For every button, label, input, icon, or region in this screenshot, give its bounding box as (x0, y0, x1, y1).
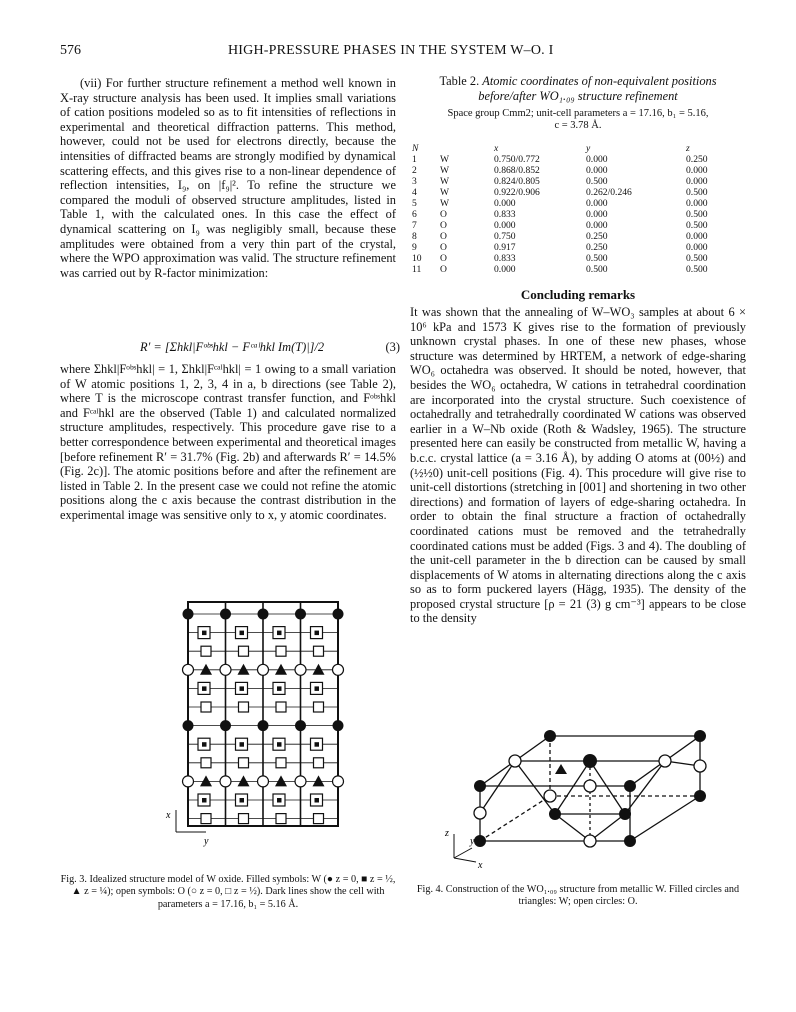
table-cell: 4 (412, 187, 417, 198)
table-cell: W (440, 198, 450, 209)
table-cell: 2 (412, 165, 417, 176)
table-cell: 0.500 (686, 209, 708, 220)
table-cell: O (440, 209, 447, 220)
fig4-caption: Fig. 4. Construction of the WO₁.₀₉ structure from metallic W. Filled circles and triangles: W; open circles: O. (416, 884, 740, 908)
table-row (412, 242, 726, 253)
fig3-atom-o (276, 646, 286, 656)
table-cell: 1 (412, 154, 417, 165)
fig3-atom-w (333, 609, 344, 620)
table2-caption (410, 74, 746, 103)
table-cell: 3 (412, 176, 417, 187)
table-row (412, 209, 726, 220)
fig3-atom-o (333, 776, 344, 787)
table-cell: 0.000 (586, 154, 608, 165)
table-cell: 0.000 (686, 231, 708, 242)
table-cell: 0.500 (686, 187, 708, 198)
table-cell: W (440, 165, 450, 176)
fig3-atom-w (220, 720, 231, 731)
table-row (412, 231, 726, 242)
fig4-axis-z: z (445, 828, 449, 839)
table-cell: 0.500 (586, 253, 608, 264)
table-row (412, 187, 726, 198)
fig3-atom-w (200, 775, 212, 786)
fig4-construction-diagram (440, 716, 730, 871)
fig3-atom-o (201, 702, 211, 712)
table-cell: 0.833 (494, 253, 516, 264)
fig3-atom-o (314, 646, 324, 656)
table-cell: O (440, 264, 447, 275)
fig3-atom-o (239, 702, 249, 712)
table-cell: 0.000 (586, 198, 608, 209)
table-cell: 9 (412, 242, 417, 253)
fig4-axis-x: x (478, 860, 483, 871)
table-cell: 0.868/0.852 (494, 165, 540, 176)
fig3-atom-o (201, 758, 211, 768)
fig3-atom-w (275, 664, 287, 675)
fig3-atom-w (202, 686, 207, 691)
fig4-axis-y: y (470, 836, 475, 847)
table-cell: 8 (412, 231, 417, 242)
col-header-z: z (686, 142, 690, 154)
table-cell: 5 (412, 198, 417, 209)
fig3-atom-o (333, 664, 344, 675)
fig3-atom-o (239, 758, 249, 768)
fig3-atom-o (183, 776, 194, 787)
fig3-atom-w (220, 609, 231, 620)
fig3-atom-o (258, 664, 269, 675)
fig3-atom-w (315, 798, 320, 803)
fig3-atom-o (295, 776, 306, 787)
fig3-atom-o (220, 776, 231, 787)
fig3-atom-w (238, 664, 250, 675)
fig3-atom-o (314, 702, 324, 712)
table-cell: W (440, 187, 450, 198)
fig3-atom-w (240, 798, 245, 803)
table-cell: 0.500 (586, 176, 608, 187)
table-row (412, 264, 726, 275)
table-cell: O (440, 231, 447, 242)
fig3-atom-o (201, 814, 211, 824)
fig3-atom-w (200, 664, 212, 675)
table-cell: 0.000 (494, 198, 516, 209)
paragraph-where: where Σhkl|Fᵒᵇˢhkl| = 1, Σhkl|Fᶜᵃˡhkl| = 1 owing to a small variation of W atomic positions 1, 2, 3, 4 in a, b directions (see Table 2), where T is the microscope contrast transfer function, and Fᵒᵇˢhkl and Fᶜᵃˡhkl are the observed (Table 1) and calculated normalized structure amplitudes, respectively. This procedure gave rise to a better correspondence between experimental and theoretical images [before refinement R′ = 31.7% (Fig. 2b) and afterwards R′ = 14.5% (Fig. 2c)]. The atomic positions before and after the refinement are listed in Table 2. In the present case we could not refine the atomic positions along the c axis because the contrast distribution in the experimental image was sensitive only to x, y atomic coordinates. (60, 362, 396, 522)
fig3-axis-y-label: y (204, 836, 209, 847)
table-cell: 0.000 (494, 264, 516, 275)
fig3-atom-w (333, 720, 344, 731)
fig3-atom-o (314, 758, 324, 768)
left-column (60, 76, 396, 280)
table-row (412, 154, 726, 165)
table-cell: 0.250 (586, 231, 608, 242)
table2-coordinates (412, 142, 726, 275)
fig3-axis-x-label: x (166, 810, 171, 821)
fig3-atom-w (183, 609, 194, 620)
fig3-atom-w (202, 798, 207, 803)
equation-body: R′ = [Σhkl|Fᵒᵇˢhkl − Fᶜᵃˡhkl Im(T)|]/2 (140, 340, 325, 354)
fig3-caption: Fig. 3. Idealized structure model of W oxide. Filled symbols: W (● z = 0, ■ z = ½, ▲ z = ¼); open symbols: O (○ z = 0, □ z = ½). Dark lines show the cell with parameters a = 17.16, b₁ = 5.16 Å. (60, 874, 396, 910)
table-cell: 0.000 (586, 220, 608, 231)
table-cell: 0.000 (686, 165, 708, 176)
fig3-atom-w (277, 631, 282, 636)
table-cell: 0.500 (686, 264, 708, 275)
fig3-atom-w (258, 720, 269, 731)
fig3-atom-o (239, 814, 249, 824)
table-cell: 0.500 (586, 264, 608, 275)
table-cell: 0.250 (686, 154, 708, 165)
col-header-n: N (412, 142, 419, 154)
section-heading-concluding: Concluding remarks (520, 287, 636, 302)
left-column-continued (60, 362, 396, 523)
fig3-atom-w (295, 720, 306, 731)
table-cell: 0.500 (686, 220, 708, 231)
fig3-atom-w (258, 609, 269, 620)
space-group-line1: Space group Cmm2; unit-cell parameters a = 17.16, b₁ = 5.16, (447, 108, 709, 119)
table-cell: 6 (412, 209, 417, 220)
fig3-atom-w (240, 686, 245, 691)
table-cell: 0.750 (494, 231, 516, 242)
table-row (412, 253, 726, 264)
table-cell: O (440, 253, 447, 264)
running-title: HIGH-PRESSURE PHASES IN THE SYSTEM W–O. I (228, 43, 554, 58)
table-row (412, 176, 726, 187)
table-cell: 0.000 (494, 220, 516, 231)
paragraph-concluding: It was shown that the annealing of W–WO₃ samples at about 6 × 10⁶ kPa and 1573 K gives rise to the formation of previously unknown crystal phases. In one of these new phases, whose structure was determined by HRTEM, a network of edge-sharing WO₆ octahedra was observed. It should be noted, however, that besides the WO₆ octahedra, W cations in tetrahedral coordination are incorporated into the crystal structure. Such coexistence of octahedrally and tetrahedrally coordinated W cations was observed earlier in a W–Nb oxide (Roth & Wadsley, 1965). The structure presented here can easily be constructed from metallic W, having a b.c.c. crystal lattice (a = 3.16 Å), by adding O atoms at (00½) and (½½0) unit-cell positions (Fig. 4). This procedure will give rise to unit-cell distortions (stretching in [001] and shortening in two other directions) and formation of layers of edge-sharing octahedra. In order to obtain the final structure a fraction of octahedrally coordinated cations must be removed and the tetrahedrally coordinated cations must be added (Figs. 3 and 4). The doubling of the unit-cell parameter in the b direction can be caused by small displacements of W atoms in alternating directions along the c axis so as to form puckered layers (Hägg, 1935). The density of the proposed crystal structure [ρ = 21 (3) g cm⁻³] appears to be close to the density (410, 305, 746, 626)
table2-caption-text: Atomic coordinates of non-equivalent positions before/after WO₁.₀₉ structure refinement (478, 74, 717, 103)
table-row (412, 220, 726, 231)
col-header-x: x (494, 142, 499, 154)
table-cell: 10 (412, 253, 422, 264)
fig3-atom-w (183, 720, 194, 731)
fig3-atom-w (313, 664, 325, 675)
table-cell: 11 (412, 264, 422, 275)
fig3-atom-o (239, 646, 249, 656)
table-row (412, 165, 726, 176)
equation-3 (140, 340, 400, 355)
table-cell: W (440, 154, 450, 165)
table2-space-group (410, 108, 746, 132)
col-header-y: y (586, 142, 591, 154)
fig3-atom-o (258, 776, 269, 787)
table-cell: 0.833 (494, 209, 516, 220)
fig3-atom-o (295, 664, 306, 675)
fig3-atom-o (276, 702, 286, 712)
table-cell: 0.500 (686, 253, 708, 264)
fig3-atom-w (295, 609, 306, 620)
fig3-atom-o (276, 758, 286, 768)
table-cell: O (440, 220, 447, 231)
table-row (412, 198, 726, 209)
fig3-atom-w (277, 686, 282, 691)
table2-header-row (412, 142, 726, 154)
table-cell: O (440, 242, 447, 253)
table-cell: 0.000 (686, 242, 708, 253)
table-cell: 7 (412, 220, 417, 231)
fig3-atom-o (220, 664, 231, 675)
table-cell: 0.917 (494, 242, 516, 253)
fig3-atom-w (315, 686, 320, 691)
paragraph-vii: (vii) For further structure refinement a method well known in X-ray structure analysis has been used. It implies small variations of cation positions modeled so as to fit intensities of reflections in experimental and theoretical diffraction patterns. This method, however, could not be used for electrons directly, because the intensities of diffracted beams are strongly modified by dynamical scattering effects, and this gives rise to a non-linear dependence of reflection intensities, I₉, on |f₉|². To refine the structure we compared the moduli of observed structure amplitudes, listed in Table 1, with the calculated ones. In this case the effect of dynamical scattering on I₉ was negligibly small, because these amplitudes were obtained from a very thin part of the crystal, where the WPO approximation was valid. The structure refinement was carried out by R-factor minimization: (60, 76, 396, 280)
table-cell: 0.000 (586, 165, 608, 176)
fig3-atom-w (277, 798, 282, 803)
fig3-atom-o (276, 814, 286, 824)
fig3-atom-w (238, 775, 250, 786)
fig3-atom-w (275, 775, 287, 786)
table-cell: 0.262/0.246 (586, 187, 632, 198)
fig3-atom-w (277, 742, 282, 747)
fig3-atom-o (201, 646, 211, 656)
table-cell: 0.000 (586, 209, 608, 220)
fig3-atom-w (313, 775, 325, 786)
right-column (410, 305, 746, 626)
fig3-atom-w (315, 631, 320, 636)
table-cell: 0.000 (686, 198, 708, 209)
fig3-atom-w (240, 742, 245, 747)
fig3-atom-w (202, 631, 207, 636)
table-cell: 0.000 (686, 176, 708, 187)
table-cell: 0.750/0.772 (494, 154, 540, 165)
equation-number: (3) (385, 340, 400, 354)
fig3-atom-w (202, 742, 207, 747)
page-number: 576 (60, 43, 81, 58)
fig3-atom-o (314, 814, 324, 824)
table-cell: 0.922/0.906 (494, 187, 540, 198)
table-cell: W (440, 176, 450, 187)
fig3-structure-diagram (166, 598, 340, 860)
fig3-atom-w (240, 631, 245, 636)
space-group-line2: c = 3.78 Å. (554, 120, 602, 131)
fig3-atom-w (315, 742, 320, 747)
table2-caption-lead: Table 2. (439, 74, 480, 88)
col-header-atom (440, 142, 494, 154)
fig3-atom-o (183, 664, 194, 675)
table-cell: 0.250 (586, 242, 608, 253)
table-cell: 0.824/0.805 (494, 176, 540, 187)
